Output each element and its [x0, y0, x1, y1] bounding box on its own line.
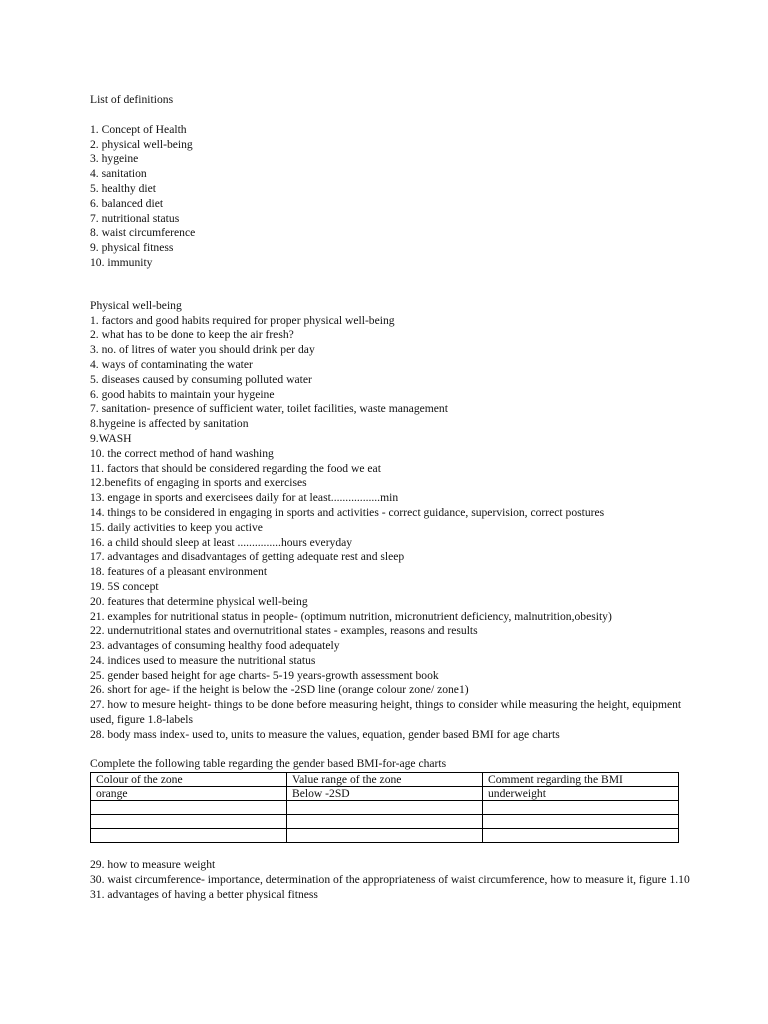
list-item: 23. advantages of consuming healthy food adequately	[90, 639, 340, 653]
list-item: 29. how to measure weight	[90, 858, 216, 872]
table-row	[91, 829, 679, 843]
list-item: 5. healthy diet	[90, 181, 157, 195]
list-item: 13. engage in sports and exercisees daily for at least.................min	[90, 491, 399, 505]
list-item: 1. Concept of Health	[90, 122, 187, 136]
list-item: 28. body mass index- used to, units to measure the values, equation, gender based BMI for age charts	[90, 727, 560, 741]
spacer	[90, 108, 690, 123]
list-item: 20. features that determine physical well-being	[90, 594, 308, 608]
list-item: 10. immunity	[90, 255, 153, 269]
table-header-cell: Colour of the zone	[91, 773, 287, 787]
list-item: 4. sanitation	[90, 167, 147, 181]
table-cell	[287, 801, 483, 815]
table-header-row	[91, 773, 679, 787]
list-item: 24. indices used to measure the nutritional status	[90, 653, 316, 667]
bmi-zone-table	[90, 772, 679, 843]
list-item: 8.hygeine is affected by sanitation	[90, 417, 249, 431]
list-item: 8. waist circumference	[90, 226, 196, 240]
table-header-cell: Comment regarding the BMI	[483, 773, 679, 787]
list-item: 2. physical well-being	[90, 137, 193, 151]
list-item: 9. physical fitness	[90, 241, 174, 255]
list-item: 15. daily activities to keep you active	[90, 520, 263, 534]
list-item: 11. factors that should be considered regarding the food we eat	[90, 461, 381, 475]
table-intro: Complete the following table regarding the gender based BMI-for-age charts	[90, 756, 447, 770]
table-cell: orange	[91, 787, 287, 801]
list-item: 19. 5S concept	[90, 579, 159, 593]
table-header-cell: Value range of the zone	[287, 773, 483, 787]
list-item: 2. what has to be done to keep the air fresh?	[90, 328, 294, 342]
table-cell	[91, 801, 287, 815]
list-item: 12.benefits of engaging in sports and exercises	[90, 476, 307, 490]
list-item: 6. good habits to maintain your hygeine	[90, 387, 275, 401]
definitions-heading: List of definitions	[90, 93, 174, 106]
list-item: 18. features of a pleasant environment	[90, 565, 268, 579]
list-item: 1. factors and good habits required for proper physical well-being	[90, 313, 395, 327]
list-item: 3. no. of litres of water you should drink per day	[90, 343, 315, 357]
list-item: 5. diseases caused by consuming polluted water	[90, 372, 312, 386]
table-row	[91, 815, 679, 829]
list-item: 31. advantages of having a better physical fitness	[90, 888, 318, 902]
list-item: 4. ways of contaminating the water	[90, 357, 253, 371]
table-cell	[483, 815, 679, 829]
list-item: 6. balanced diet	[90, 196, 164, 210]
table-cell: Below -2SD	[287, 787, 483, 801]
list-item: 21. examples for nutritional status in people- (optimum nutrition, micronutrient deficiency, malnutrition,obesity)	[90, 609, 612, 623]
table-cell	[287, 815, 483, 829]
table-cell	[483, 801, 679, 815]
after-table-list	[90, 858, 690, 902]
physical-heading: Physical well-being	[90, 298, 182, 312]
table-cell	[287, 829, 483, 843]
list-item: 10. the correct method of hand washing	[90, 446, 274, 460]
list-item: 9.WASH	[90, 431, 132, 445]
list-item: 17. advantages and disadvantages of getting adequate rest and sleep	[90, 550, 405, 564]
list-item: 7. sanitation- presence of sufficient water, toilet facilities, waste management	[90, 402, 448, 416]
table-cell	[91, 815, 287, 829]
spacer	[90, 843, 690, 858]
list-item: 14. things to be considered in engaging in sports and activities - correct guidance, supervision, correct postures	[90, 505, 605, 519]
list-item: 3. hygeine	[90, 152, 139, 166]
spacer	[90, 743, 690, 757]
table-row	[91, 787, 679, 801]
table-cell	[91, 829, 287, 843]
list-item: 26. short for age- if the height is below the -2SD line (orange colour zone/ zone1)	[90, 683, 469, 697]
list-item: 30. waist circumference- importance, determination of the appropriateness of waist circumference, how to measure it, figure 1.10	[90, 873, 690, 887]
list-item: 25. gender based height for age charts- 5-19 years-growth assessment book	[90, 668, 439, 682]
table-row	[91, 801, 679, 815]
definitions-list	[90, 123, 690, 271]
list-item: 22. undernutritional states and overnutritional states - examples, reasons and results	[90, 624, 478, 638]
list-item: 7. nutritional status	[90, 211, 180, 225]
list-item: 16. a child should sleep at least ...............hours everyday	[90, 535, 353, 549]
spacer	[90, 271, 690, 299]
document-page	[90, 93, 690, 903]
physical-list	[90, 314, 690, 743]
list-item: 27. how to mesure height- things to be done before measuring height, things to consider while measuring the height, equipment used, figure 1.8-labels	[90, 698, 682, 727]
table-cell: underweight	[483, 787, 679, 801]
table-cell	[483, 829, 679, 843]
